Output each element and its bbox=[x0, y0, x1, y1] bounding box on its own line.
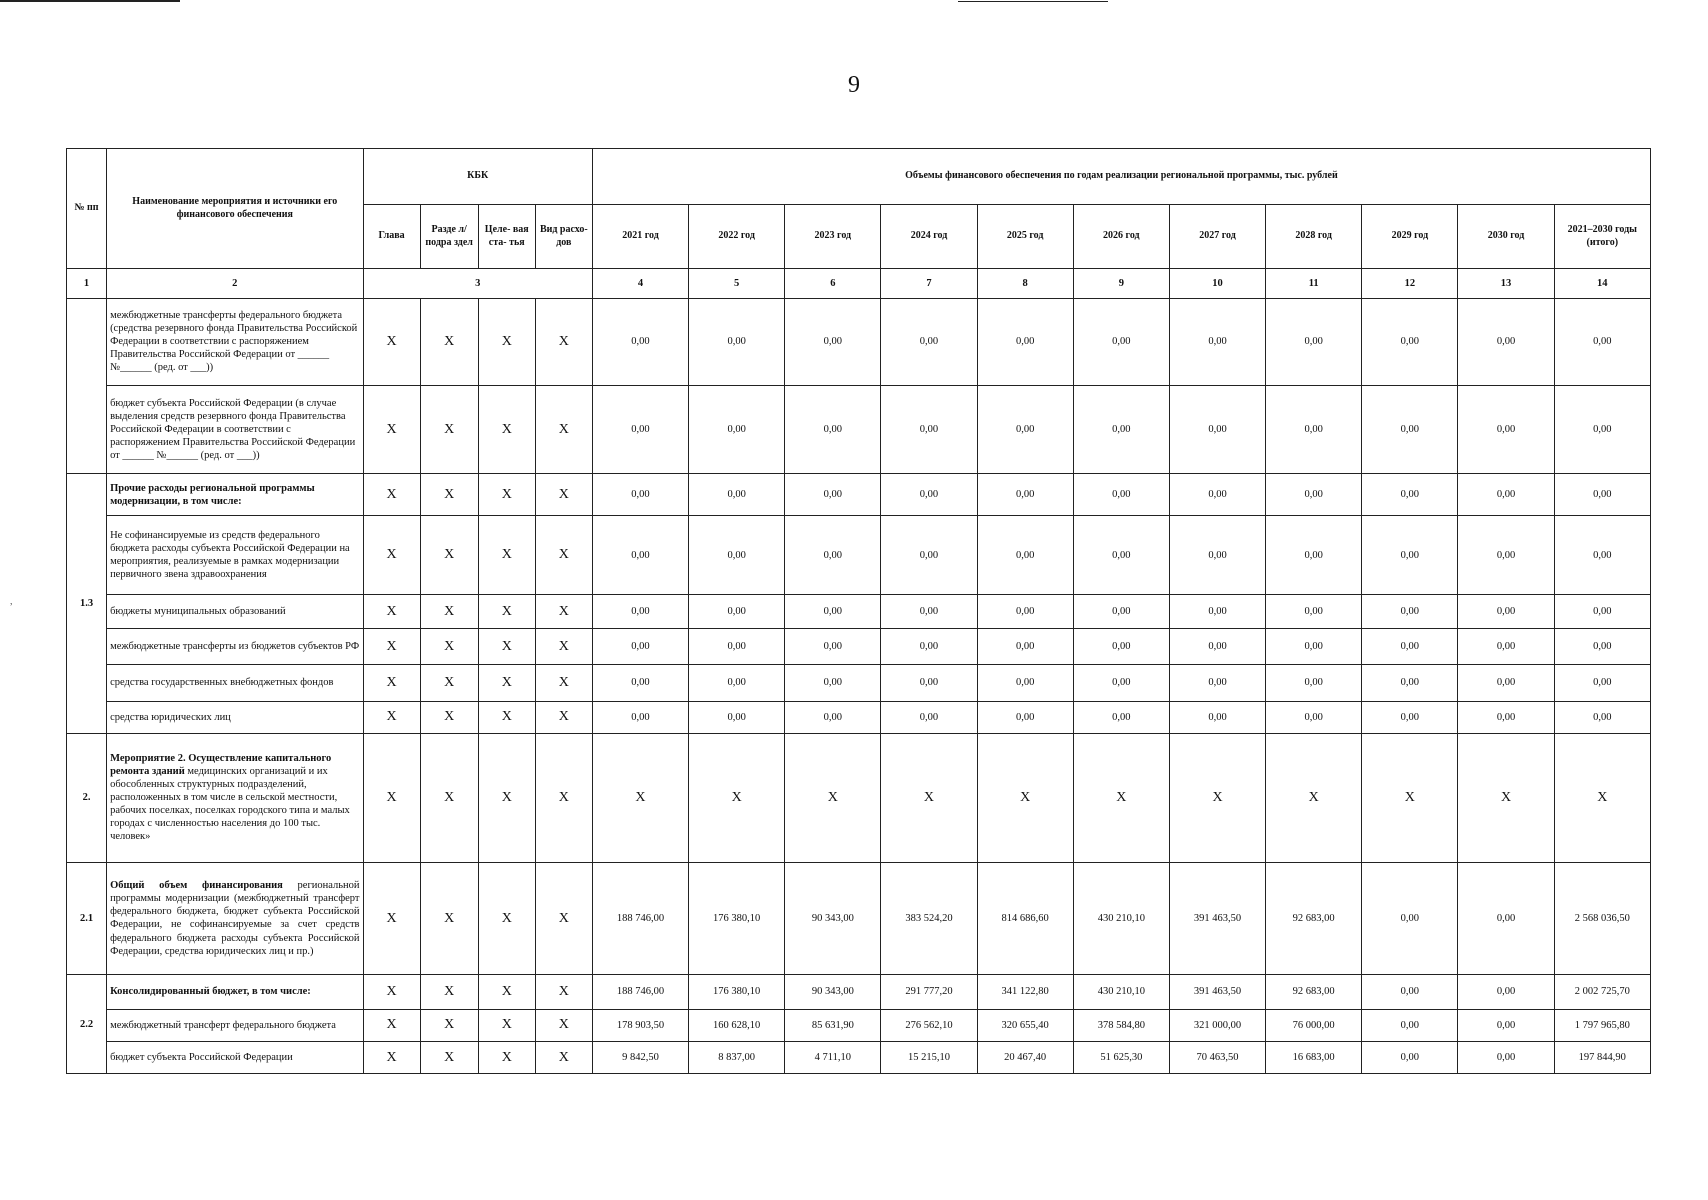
value-cell: 0,00 bbox=[689, 629, 785, 665]
kbk-x-mark: Х bbox=[535, 701, 592, 733]
value-cell: 0,00 bbox=[881, 629, 977, 665]
kbk-col-header: Вид расхо- дов bbox=[535, 205, 592, 269]
value-cell: 0,00 bbox=[977, 516, 1073, 595]
column-number: 3 bbox=[363, 269, 592, 299]
row-name bbox=[107, 474, 363, 516]
value-cell: 0,00 bbox=[1362, 629, 1458, 665]
value-cell: 0,00 bbox=[1266, 474, 1362, 516]
value-cell: 0,00 bbox=[1362, 299, 1458, 386]
value-cell: 0,00 bbox=[1266, 594, 1362, 628]
value-cell: 378 584,80 bbox=[1073, 1009, 1169, 1041]
kbk-x-mark: Х bbox=[420, 975, 478, 1009]
value-cell: 0,00 bbox=[1266, 516, 1362, 595]
value-cell: 0,00 bbox=[785, 474, 881, 516]
row-name bbox=[107, 975, 363, 1009]
value-cell: 291 777,20 bbox=[881, 975, 977, 1009]
row-name-text: региональной программы модернизации (межбюджетный трансферт федерального бюджета, бюджет субъекта Российской Федерации, не софинансируемые за счет средств федерального бюджета расходы субъекта Российской Федерации, средства юридических лиц и пр.) bbox=[110, 880, 360, 957]
row-name-text: Консолидированный бюджет, в том числе: bbox=[110, 986, 311, 998]
value-cell: 0,00 bbox=[1073, 629, 1169, 665]
row-name bbox=[107, 594, 363, 628]
value-cell: 0,00 bbox=[1458, 1009, 1554, 1041]
kbk-x-mark: Х bbox=[363, 1041, 420, 1073]
value-cell: 0,00 bbox=[1554, 629, 1650, 665]
value-cell: 0,00 bbox=[592, 665, 688, 701]
value-cell: 0,00 bbox=[1266, 299, 1362, 386]
kbk-x-mark: Х bbox=[420, 474, 478, 516]
column-number: 1 bbox=[67, 269, 107, 299]
row-name bbox=[107, 385, 363, 474]
kbk-x-mark: Х bbox=[535, 594, 592, 628]
kbk-x-mark: Х bbox=[420, 516, 478, 595]
value-cell: 0,00 bbox=[785, 299, 881, 386]
column-number: 14 bbox=[1554, 269, 1650, 299]
value-cell: 0,00 bbox=[785, 629, 881, 665]
value-cell: 0,00 bbox=[1073, 701, 1169, 733]
table-row bbox=[67, 733, 1651, 862]
kbk-x-mark: Х bbox=[535, 1009, 592, 1041]
kbk-x-mark: Х bbox=[478, 629, 535, 665]
column-number: 10 bbox=[1169, 269, 1265, 299]
kbk-x-mark: Х bbox=[420, 733, 478, 862]
value-cell: 197 844,90 bbox=[1554, 1041, 1650, 1073]
kbk-x-mark: Х bbox=[535, 665, 592, 701]
year-header: 2029 год bbox=[1362, 205, 1458, 269]
value-cell: 0,00 bbox=[977, 385, 1073, 474]
value-cell: 178 903,50 bbox=[592, 1009, 688, 1041]
value-cell: 321 000,00 bbox=[1169, 1009, 1265, 1041]
kbk-x-mark: Х bbox=[535, 975, 592, 1009]
value-cell: 0,00 bbox=[1073, 299, 1169, 386]
row-name bbox=[107, 1041, 363, 1073]
value-cell: 0,00 bbox=[689, 516, 785, 595]
value-cell: 0,00 bbox=[1554, 385, 1650, 474]
scan-edge-line bbox=[0, 0, 180, 2]
scan-speck: , bbox=[10, 596, 13, 607]
value-cell: 0,00 bbox=[1554, 299, 1650, 386]
year-header: 2027 год bbox=[1169, 205, 1265, 269]
value-cell: 0,00 bbox=[1554, 665, 1650, 701]
value-cell: 430 210,10 bbox=[1073, 862, 1169, 975]
kbk-x-mark: Х bbox=[363, 665, 420, 701]
value-cell: 1 797 965,80 bbox=[1554, 1009, 1650, 1041]
value-cell: 0,00 bbox=[689, 299, 785, 386]
table-row bbox=[67, 665, 1651, 701]
value-cell: 4 711,10 bbox=[785, 1041, 881, 1073]
row-name-text: Не софинансируемые из средств федерального бюджета расходы субъекта Российской Федерации на мероприятия, реализуемые в рамках модернизации первичного звена здравоохранения bbox=[110, 529, 350, 581]
value-cell: 0,00 bbox=[977, 629, 1073, 665]
value-cell: Х bbox=[881, 733, 977, 862]
value-cell: 76 000,00 bbox=[1266, 1009, 1362, 1041]
value-cell: 0,00 bbox=[881, 385, 977, 474]
row-number: 2.2 bbox=[67, 975, 107, 1074]
value-cell: 0,00 bbox=[1362, 1009, 1458, 1041]
value-cell: 0,00 bbox=[881, 299, 977, 386]
row-name bbox=[107, 629, 363, 665]
value-cell: 0,00 bbox=[592, 516, 688, 595]
value-cell: 0,00 bbox=[1362, 474, 1458, 516]
column-number: 8 bbox=[977, 269, 1073, 299]
row-number: 1.3 bbox=[67, 474, 107, 734]
year-header: 2025 год bbox=[977, 205, 1073, 269]
kbk-x-mark: Х bbox=[363, 862, 420, 975]
value-cell: 0,00 bbox=[689, 701, 785, 733]
value-cell: 0,00 bbox=[1266, 665, 1362, 701]
row-name-text: межбюджетные трансферты из бюджетов субъектов РФ bbox=[110, 641, 360, 653]
kbk-x-mark: Х bbox=[420, 862, 478, 975]
value-cell: 0,00 bbox=[592, 629, 688, 665]
value-cell: 188 746,00 bbox=[592, 975, 688, 1009]
value-cell: Х bbox=[1073, 733, 1169, 862]
table-row bbox=[67, 701, 1651, 733]
value-cell: 0,00 bbox=[1073, 385, 1169, 474]
value-cell: 2 002 725,70 bbox=[1554, 975, 1650, 1009]
value-cell: 0,00 bbox=[1266, 385, 1362, 474]
value-cell: 0,00 bbox=[1458, 385, 1554, 474]
value-cell: 0,00 bbox=[785, 385, 881, 474]
kbk-x-mark: Х bbox=[535, 733, 592, 862]
kbk-x-mark: Х bbox=[535, 1041, 592, 1073]
kbk-x-mark: Х bbox=[420, 1041, 478, 1073]
value-cell: 0,00 bbox=[881, 665, 977, 701]
value-cell: 0,00 bbox=[592, 594, 688, 628]
column-number: 4 bbox=[592, 269, 688, 299]
kbk-col-header: Разде л/ подра здел bbox=[420, 205, 478, 269]
table-row bbox=[67, 594, 1651, 628]
value-cell: 391 463,50 bbox=[1169, 862, 1265, 975]
kbk-x-mark: Х bbox=[478, 1041, 535, 1073]
value-cell: 0,00 bbox=[1362, 862, 1458, 975]
row-name bbox=[107, 516, 363, 595]
value-cell: 0,00 bbox=[881, 701, 977, 733]
num-header: № пп bbox=[67, 149, 107, 269]
value-cell: 92 683,00 bbox=[1266, 862, 1362, 975]
value-cell: Х bbox=[1458, 733, 1554, 862]
kbk-x-mark: Х bbox=[420, 594, 478, 628]
kbk-x-mark: Х bbox=[363, 385, 420, 474]
value-cell: Х bbox=[592, 733, 688, 862]
kbk-x-mark: Х bbox=[363, 733, 420, 862]
row-number: 2. bbox=[67, 733, 107, 862]
row-name-bold: Общий объем финансирования bbox=[110, 880, 283, 892]
year-header: 2021 год bbox=[592, 205, 688, 269]
kbk-x-mark: Х bbox=[535, 299, 592, 386]
value-cell: 0,00 bbox=[1362, 975, 1458, 1009]
name-header: Наименование мероприятия и источники его финансового обеспечения bbox=[107, 149, 363, 269]
kbk-x-mark: Х bbox=[420, 629, 478, 665]
value-cell: 0,00 bbox=[1458, 701, 1554, 733]
value-cell: Х bbox=[1362, 733, 1458, 862]
kbk-x-mark: Х bbox=[420, 1009, 478, 1041]
value-cell: 814 686,60 bbox=[977, 862, 1073, 975]
value-cell: 0,00 bbox=[592, 299, 688, 386]
value-cell: 0,00 bbox=[1362, 665, 1458, 701]
value-cell: Х bbox=[1169, 733, 1265, 862]
value-cell: 90 343,00 bbox=[785, 862, 881, 975]
kbk-x-mark: Х bbox=[363, 299, 420, 386]
row-name bbox=[107, 862, 363, 975]
kbk-x-mark: Х bbox=[420, 665, 478, 701]
value-cell: 0,00 bbox=[1073, 474, 1169, 516]
row-name-text: межбюджетные трансферты федерального бюджета (средства резервного фонда Правительства Российской Федерации в соответствии с распоряжением Правительства Российской Федерации от ______ №______ (ред. от ___)) bbox=[110, 309, 358, 374]
value-cell: 176 380,10 bbox=[689, 862, 785, 975]
value-cell: 0,00 bbox=[1362, 1041, 1458, 1073]
row-name-text: бюджет субъекта Российской Федерации (в случае выделения средств резервного фонда Правительства Российской Федерации в соответствии с распоряжением Правительства Российской Федерации от ______ №______ (ред. от ___)) bbox=[110, 397, 356, 462]
kbk-x-mark: Х bbox=[420, 385, 478, 474]
value-cell: 2 568 036,50 bbox=[1554, 862, 1650, 975]
year-header: 2023 год bbox=[785, 205, 881, 269]
value-cell: 0,00 bbox=[1458, 975, 1554, 1009]
kbk-x-mark: Х bbox=[535, 862, 592, 975]
kbk-x-mark: Х bbox=[478, 299, 535, 386]
value-cell: 0,00 bbox=[1362, 516, 1458, 595]
value-cell: 0,00 bbox=[881, 516, 977, 595]
row-name bbox=[107, 733, 363, 862]
value-cell: 0,00 bbox=[1169, 629, 1265, 665]
kbk-header: КБК bbox=[363, 149, 592, 205]
column-number: 13 bbox=[1458, 269, 1554, 299]
value-cell: 0,00 bbox=[1362, 594, 1458, 628]
year-header: 2028 год bbox=[1266, 205, 1362, 269]
kbk-x-mark: Х bbox=[478, 594, 535, 628]
year-total-header: 2021–2030 годы (итого) bbox=[1554, 205, 1650, 269]
table-row bbox=[67, 299, 1651, 386]
value-cell: 0,00 bbox=[1169, 474, 1265, 516]
row-name-text: средства государственных внебюджетных фондов bbox=[110, 677, 334, 689]
value-cell: 0,00 bbox=[785, 665, 881, 701]
value-cell: 0,00 bbox=[1458, 474, 1554, 516]
kbk-x-mark: Х bbox=[363, 1009, 420, 1041]
kbk-x-mark: Х bbox=[420, 299, 478, 386]
kbk-x-mark: Х bbox=[478, 385, 535, 474]
row-name-text: бюджеты муниципальных образований bbox=[110, 605, 286, 617]
kbk-x-mark: Х bbox=[478, 474, 535, 516]
value-cell: 51 625,30 bbox=[1073, 1041, 1169, 1073]
kbk-x-mark: Х bbox=[363, 516, 420, 595]
value-cell: Х bbox=[977, 733, 1073, 862]
kbk-x-mark: Х bbox=[363, 474, 420, 516]
value-cell: 0,00 bbox=[977, 299, 1073, 386]
value-cell: 0,00 bbox=[881, 594, 977, 628]
value-cell: 0,00 bbox=[1458, 629, 1554, 665]
column-number: 9 bbox=[1073, 269, 1169, 299]
value-cell: 0,00 bbox=[1169, 665, 1265, 701]
value-cell: 0,00 bbox=[1073, 665, 1169, 701]
value-cell: 0,00 bbox=[592, 474, 688, 516]
value-cell: 391 463,50 bbox=[1169, 975, 1265, 1009]
value-cell: Х bbox=[689, 733, 785, 862]
table-row bbox=[67, 1041, 1651, 1073]
row-name bbox=[107, 1009, 363, 1041]
table-row bbox=[67, 385, 1651, 474]
column-number: 12 bbox=[1362, 269, 1458, 299]
kbk-x-mark: Х bbox=[535, 474, 592, 516]
value-cell: 0,00 bbox=[977, 665, 1073, 701]
value-cell: 0,00 bbox=[689, 385, 785, 474]
kbk-x-mark: Х bbox=[363, 701, 420, 733]
value-cell: 0,00 bbox=[1169, 701, 1265, 733]
kbk-x-mark: Х bbox=[535, 516, 592, 595]
kbk-x-mark: Х bbox=[363, 594, 420, 628]
kbk-col-header: Глава bbox=[363, 205, 420, 269]
value-cell: 0,00 bbox=[1073, 516, 1169, 595]
row-name bbox=[107, 701, 363, 733]
value-cell: 0,00 bbox=[1458, 862, 1554, 975]
kbk-x-mark: Х bbox=[535, 385, 592, 474]
value-cell: 383 524,20 bbox=[881, 862, 977, 975]
value-cell: 15 215,10 bbox=[881, 1041, 977, 1073]
value-cell: 276 562,10 bbox=[881, 1009, 977, 1041]
value-cell: 0,00 bbox=[977, 474, 1073, 516]
page-number: 9 bbox=[848, 72, 860, 98]
value-cell: 0,00 bbox=[1458, 299, 1554, 386]
table-row bbox=[67, 474, 1651, 516]
value-cell: 0,00 bbox=[592, 385, 688, 474]
value-cell: 0,00 bbox=[785, 594, 881, 628]
row-number: 2.1 bbox=[67, 862, 107, 975]
volume-header: Объемы финансового обеспечения по годам реализации региональной программы, тыс. рублей bbox=[592, 149, 1650, 205]
value-cell: Х bbox=[785, 733, 881, 862]
value-cell: 0,00 bbox=[1362, 385, 1458, 474]
value-cell: 0,00 bbox=[1362, 701, 1458, 733]
value-cell: 16 683,00 bbox=[1266, 1041, 1362, 1073]
value-cell: 85 631,90 bbox=[785, 1009, 881, 1041]
column-number: 5 bbox=[689, 269, 785, 299]
value-cell: 92 683,00 bbox=[1266, 975, 1362, 1009]
value-cell: 0,00 bbox=[1169, 516, 1265, 595]
value-cell: 90 343,00 bbox=[785, 975, 881, 1009]
column-number: 6 bbox=[785, 269, 881, 299]
value-cell: 0,00 bbox=[1554, 594, 1650, 628]
row-name-text: Прочие расходы региональной программы модернизации, в том числе: bbox=[110, 482, 315, 507]
value-cell: 0,00 bbox=[1073, 594, 1169, 628]
row-name bbox=[107, 665, 363, 701]
table-row bbox=[67, 516, 1651, 595]
value-cell: 20 467,40 bbox=[977, 1041, 1073, 1073]
value-cell: 0,00 bbox=[1458, 594, 1554, 628]
kbk-x-mark: Х bbox=[478, 665, 535, 701]
row-name-text: медицинских организаций и их обособленных структурных подразделений, расположенных в том числе в сельской местности, рабочих поселках, поселках городского типа и малых городах с численностью населения до 100 тыс. человек» bbox=[110, 765, 350, 843]
value-cell: Х bbox=[1554, 733, 1650, 862]
value-cell: 0,00 bbox=[1266, 701, 1362, 733]
row-number bbox=[67, 299, 107, 474]
value-cell: 320 655,40 bbox=[977, 1009, 1073, 1041]
column-number: 7 bbox=[881, 269, 977, 299]
year-header: 2030 год bbox=[1458, 205, 1554, 269]
kbk-x-mark: Х bbox=[478, 701, 535, 733]
value-cell: 0,00 bbox=[1554, 701, 1650, 733]
value-cell: 188 746,00 bbox=[592, 862, 688, 975]
value-cell: 0,00 bbox=[1169, 385, 1265, 474]
scan-edge-line bbox=[958, 1, 1108, 2]
value-cell: 9 842,50 bbox=[592, 1041, 688, 1073]
kbk-col-header: Целе- вая ста- тья bbox=[478, 205, 535, 269]
value-cell: 0,00 bbox=[1554, 474, 1650, 516]
kbk-x-mark: Х bbox=[363, 975, 420, 1009]
kbk-x-mark: Х bbox=[478, 975, 535, 1009]
row-name-text: межбюджетный трансферт федерального бюджета bbox=[110, 1019, 336, 1031]
value-cell: 160 628,10 bbox=[689, 1009, 785, 1041]
financing-table bbox=[66, 148, 1651, 1074]
row-name-text: средства юридических лиц bbox=[110, 711, 231, 723]
value-cell: 0,00 bbox=[689, 665, 785, 701]
value-cell: 0,00 bbox=[1458, 1041, 1554, 1073]
kbk-x-mark: Х bbox=[478, 516, 535, 595]
value-cell: 0,00 bbox=[977, 594, 1073, 628]
value-cell: 176 380,10 bbox=[689, 975, 785, 1009]
kbk-x-mark: Х bbox=[478, 862, 535, 975]
column-number: 2 bbox=[107, 269, 363, 299]
table-row bbox=[67, 1009, 1651, 1041]
row-name-bold: Мероприятие 2. Осуществление капитального ремонта зданий bbox=[110, 752, 332, 777]
value-cell: 341 122,80 bbox=[977, 975, 1073, 1009]
table-row bbox=[67, 629, 1651, 665]
value-cell: 0,00 bbox=[592, 701, 688, 733]
value-cell: 0,00 bbox=[1458, 516, 1554, 595]
year-header: 2026 год bbox=[1073, 205, 1169, 269]
value-cell: 0,00 bbox=[881, 474, 977, 516]
value-cell: 0,00 bbox=[689, 474, 785, 516]
value-cell: 430 210,10 bbox=[1073, 975, 1169, 1009]
table-row bbox=[67, 975, 1651, 1009]
value-cell: Х bbox=[1266, 733, 1362, 862]
value-cell: 70 463,50 bbox=[1169, 1041, 1265, 1073]
value-cell: 0,00 bbox=[1169, 299, 1265, 386]
value-cell: 0,00 bbox=[1554, 516, 1650, 595]
value-cell: 0,00 bbox=[785, 516, 881, 595]
row-name bbox=[107, 299, 363, 386]
year-header: 2024 год bbox=[881, 205, 977, 269]
value-cell: 0,00 bbox=[977, 701, 1073, 733]
kbk-x-mark: Х bbox=[478, 733, 535, 862]
kbk-x-mark: Х bbox=[420, 701, 478, 733]
value-cell: 0,00 bbox=[785, 701, 881, 733]
table-row bbox=[67, 862, 1651, 975]
value-cell: 0,00 bbox=[1169, 594, 1265, 628]
kbk-x-mark: Х bbox=[478, 1009, 535, 1041]
value-cell: 8 837,00 bbox=[689, 1041, 785, 1073]
column-number: 11 bbox=[1266, 269, 1362, 299]
value-cell: 0,00 bbox=[689, 594, 785, 628]
year-header: 2022 год bbox=[689, 205, 785, 269]
row-name-text: бюджет субъекта Российской Федерации bbox=[110, 1051, 293, 1063]
kbk-x-mark: Х bbox=[363, 629, 420, 665]
value-cell: 0,00 bbox=[1458, 665, 1554, 701]
value-cell: 0,00 bbox=[1266, 629, 1362, 665]
kbk-x-mark: Х bbox=[535, 629, 592, 665]
